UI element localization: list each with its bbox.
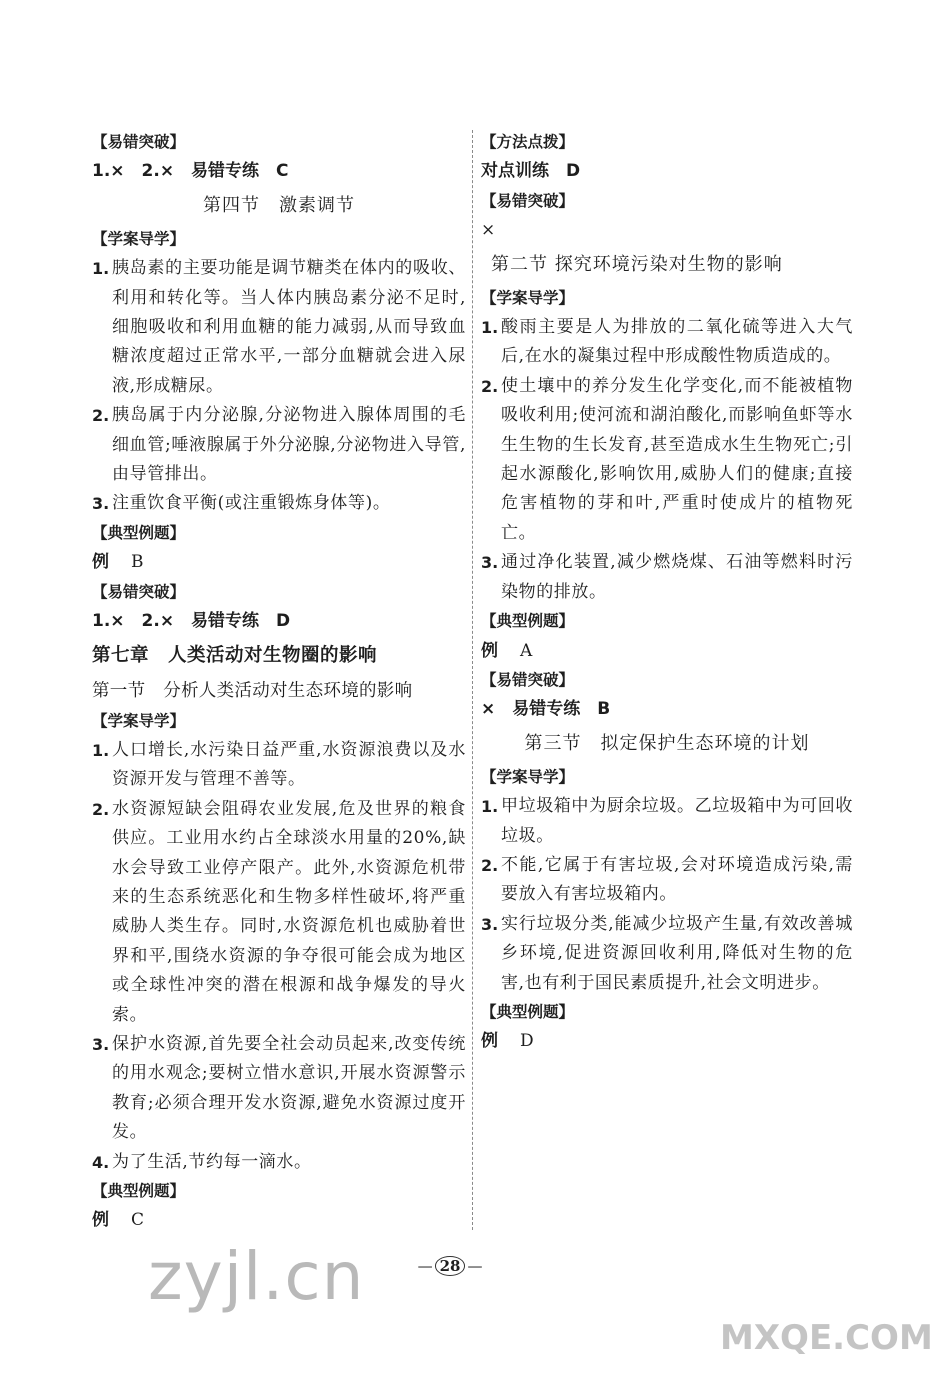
answer-line: × bbox=[481, 220, 496, 241]
section-tag: 【易错突破】 bbox=[481, 191, 575, 210]
list-item: 3. 注重饮食平衡(或注重锻炼身体等)。 bbox=[92, 493, 391, 514]
list-item: 2. 胰岛属于内分泌腺,分泌物进入腺体周围的毛细血管;唾液腺属于外分泌腺,分泌物进入导管,由导管排出。 bbox=[92, 405, 466, 485]
section-tag: 【方法点拨】 bbox=[481, 133, 575, 151]
section-tag: 【学案导学】 bbox=[92, 711, 186, 730]
section-tag: 【典型例题】 bbox=[92, 523, 186, 542]
list-item: 4. 为了生活,节约每一滴水。 bbox=[92, 1151, 312, 1172]
example-answer: 例 C bbox=[92, 1210, 145, 1231]
list-item: 1. 甲垃圾箱中为厨余垃圾。乙垃圾箱中为可回收垃圾。 bbox=[481, 796, 853, 846]
list-item: 1. 酸雨主要是人为排放的二氧化硫等进入大气后,在水的凝集过程中形成酸性物质造成的。 bbox=[481, 317, 853, 367]
section-tag: 【易错突破】 bbox=[92, 133, 186, 151]
section-tag: 【易错突破】 bbox=[481, 670, 575, 689]
list-item: 3. 实行垃圾分类,能减少垃圾产生量,有效改善城乡环境,促进资源回收利用,降低对生物的危害,也有利于国民素质提升,社会文明进步。 bbox=[481, 913, 853, 993]
left-column bbox=[92, 128, 466, 1236]
section-tag: 【易错突破】 bbox=[92, 582, 186, 601]
section-heading: 第二节 探究环境污染对生物的影响 bbox=[491, 253, 783, 275]
list-item: 2. 使土壤中的养分发生化学变化,而不能被植物吸收利用;使河流和湖泊酸化,而影响鱼虾等水生生物的生长发育,甚至造成水生生物死亡;引起水源酸化,影响饮用,威胁人们的健康;直接危害植物的芽和叶,严重时使成片的植物死亡。 bbox=[481, 375, 853, 543]
answer-line: 对点训练 D bbox=[481, 161, 581, 182]
right-column bbox=[481, 128, 853, 1057]
example-answer: 例 D bbox=[481, 1031, 534, 1052]
page-number: — 28 — bbox=[417, 1257, 483, 1275]
section-tag: 【典型例题】 bbox=[481, 612, 575, 631]
section-tag: 【典型例题】 bbox=[92, 1182, 186, 1200]
list-item: 3. 通过净化装置,减少燃烧煤、石油等燃料时污染物的排放。 bbox=[481, 552, 853, 602]
example-answer: 例 B bbox=[92, 552, 144, 573]
list-item: 1. 人口增长,水污染日益严重,水资源浪费以及水资源开发与管理不善等。 bbox=[92, 739, 466, 790]
section-tag: 【学案导学】 bbox=[481, 767, 575, 786]
watermark: MXQE.COM bbox=[720, 1318, 933, 1358]
answer-line: × 易错专练 B bbox=[481, 699, 611, 720]
watermark: zyjl.cn bbox=[148, 1238, 365, 1315]
section-heading: 第四节 激素调节 bbox=[203, 194, 355, 216]
list-item: 3. 保护水资源,首先要全社会动员起来,改变传统的用水观念;要树立惜水意识,开展水资源警示教育;必须合理开发水资源,避免水资源过度开发。 bbox=[92, 1033, 466, 1143]
section-tag: 【典型例题】 bbox=[481, 1002, 575, 1021]
answer-line: 1.× 2.× 易错专练 D bbox=[92, 611, 291, 632]
column-divider bbox=[472, 130, 473, 1230]
section-heading: 第一节 分析人类活动对生态环境的影响 bbox=[92, 680, 413, 701]
list-item: 2. 水资源短缺会阻碍农业发展,危及世界的粮食供应。工业用水约占全球淡水用量的20%,缺水会导致工业停产限产。此外,水资源危机带来的生态系统恶化和生物多样性破坏,将严重威胁人类生存。同时,水资源危机也威胁着世界和平,围绕水资源的争夺很可能会成为地区或全球性冲突的潜在根源和战争爆发的导火索。 bbox=[92, 798, 466, 1025]
example-answer: 例 A bbox=[481, 640, 533, 661]
section-tag: 【学案导学】 bbox=[92, 229, 186, 248]
section-tag: 【学案导学】 bbox=[481, 288, 575, 307]
answer-line: 1.× 2.× 易错专练 C bbox=[92, 161, 289, 182]
section-heading: 第三节 拟定保护生态环境的计划 bbox=[524, 732, 810, 754]
chapter-heading: 第七章 人类活动对生物圈的影响 bbox=[92, 644, 378, 666]
list-item: 2. 不能,它属于有害垃圾,会对环境造成污染,需要放入有害垃圾箱内。 bbox=[481, 854, 853, 905]
list-item: 1. 胰岛素的主要功能是调节糖类在体内的吸收、利用和转化等。当人体内胰岛素分泌不足时,细胞吸收和利用血糖的能力减弱,从而导致血糖浓度超过正常水平,一部分血糖就会进入尿液,形成糖尿。 bbox=[92, 258, 466, 396]
